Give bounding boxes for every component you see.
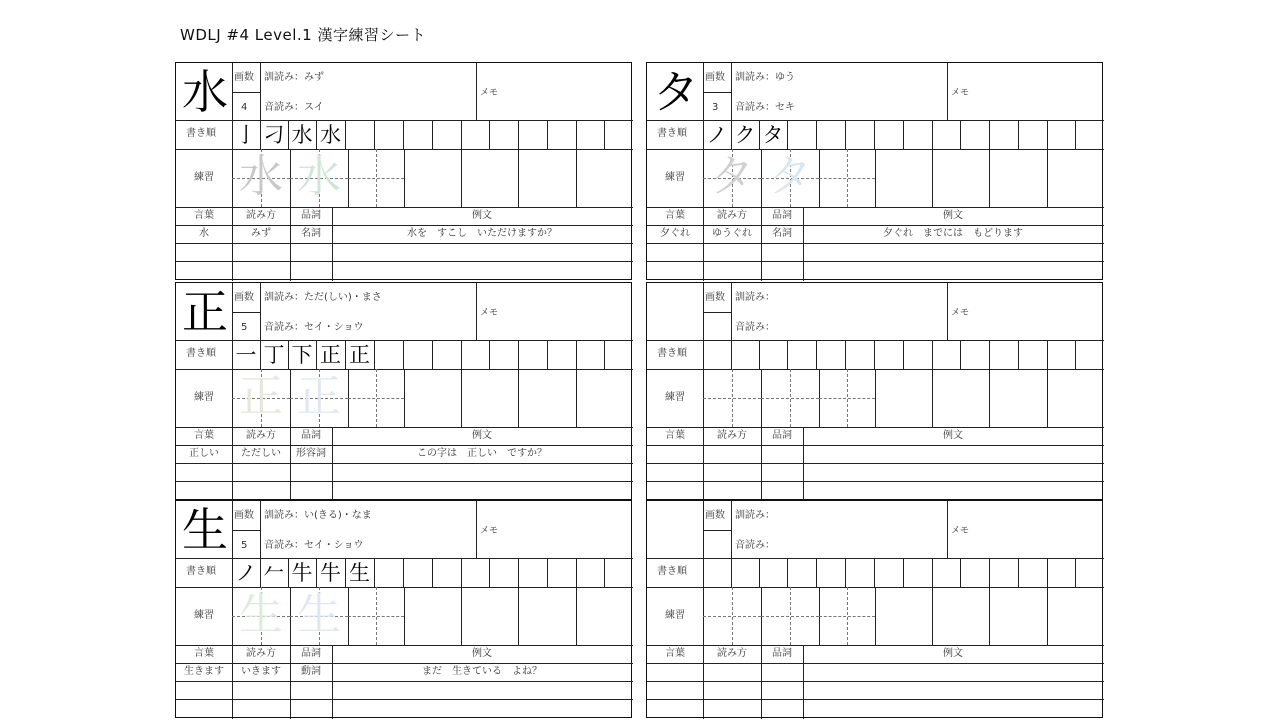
grid-line	[176, 681, 633, 682]
guide-line	[847, 369, 848, 427]
grid-line	[476, 63, 477, 121]
grid-line	[576, 587, 577, 645]
stroke-step: 水	[320, 123, 341, 147]
word-cell: 夕ぐれ	[660, 228, 690, 239]
grid-line	[576, 559, 577, 587]
on-reading: 音読み：	[735, 322, 775, 333]
grid-line	[176, 225, 633, 226]
trace-kanji: タ	[768, 151, 812, 202]
grid-line	[989, 121, 990, 149]
grid-line	[647, 663, 1104, 664]
grid-line	[461, 559, 462, 587]
word-cell: 生きます	[184, 666, 224, 677]
example-cell: まだ 生きている よね？	[422, 666, 542, 677]
grid-line	[518, 149, 519, 207]
grid-line	[787, 341, 788, 369]
reading-cell: ただしい	[241, 448, 281, 459]
strokes-label: 画数	[705, 510, 725, 521]
stroke-order-label: 書き順	[186, 128, 216, 139]
grid-line	[489, 559, 490, 587]
grid-line	[989, 149, 990, 207]
kanji-character: 正	[182, 285, 228, 339]
stroke-step: 亅	[235, 123, 257, 147]
grid-line	[176, 207, 633, 208]
grid-line	[576, 149, 577, 207]
trace-kanji: タ	[710, 151, 754, 202]
grid-line	[1047, 121, 1048, 149]
kun-reading: 訓読み：ゆう	[735, 72, 795, 83]
grid-line	[176, 120, 633, 121]
grid-line	[647, 481, 1104, 482]
grid-line	[874, 559, 875, 587]
grid-line	[576, 369, 577, 427]
kanji-card	[646, 500, 1103, 718]
grid-line	[874, 121, 875, 149]
practice-label: 練習	[665, 610, 685, 621]
stroke-step: 牛	[291, 561, 313, 585]
memo-label: メモ	[951, 308, 970, 318]
grid-line	[647, 261, 1104, 262]
grid-line	[1075, 341, 1076, 369]
grid-line	[1047, 149, 1048, 207]
pos-header: 品詞	[301, 648, 321, 659]
pos-cell: 名詞	[772, 228, 792, 239]
grid-line	[1018, 121, 1019, 149]
grid-line	[176, 558, 633, 559]
stroke-step: ノ	[235, 561, 257, 585]
trace-kanji: 正	[239, 371, 283, 422]
example-cell: この字は 正しい ですか？	[417, 448, 547, 459]
kanji-card	[646, 282, 1103, 500]
guide-line	[847, 149, 848, 207]
stroke-order-label: 書き順	[186, 348, 216, 359]
guide-line	[376, 369, 377, 427]
stroke-step: 牛	[320, 561, 341, 585]
kun-reading: 訓読み：い(きる)・なま	[264, 510, 372, 521]
practice-label: 練習	[665, 172, 685, 183]
grid-line	[647, 681, 1104, 682]
grid-line	[489, 341, 490, 369]
stroke-count: 3	[712, 102, 719, 113]
grid-line	[816, 341, 817, 369]
grid-line	[703, 559, 704, 587]
grid-line	[787, 121, 788, 149]
grid-line	[960, 121, 961, 149]
grid-line	[461, 121, 462, 149]
grid-line	[176, 663, 633, 664]
grid-line	[1047, 341, 1048, 369]
on-reading: 音読み：	[735, 540, 775, 551]
stroke-step: 正	[349, 343, 370, 367]
on-reading: 音読み：セイ・ショウ	[264, 322, 364, 333]
strokes-label: 画数	[234, 292, 254, 303]
grid-line	[703, 92, 731, 93]
example-cell: 夕ぐれ までには もどります	[883, 228, 1023, 239]
stroke-order-label: 書き順	[186, 566, 216, 577]
grid-line	[647, 445, 1104, 446]
word-header: 言葉	[665, 648, 685, 659]
grid-line	[647, 699, 1104, 700]
grid-line	[374, 559, 375, 587]
grid-line	[232, 92, 260, 93]
grid-line	[404, 587, 405, 645]
grid-line	[932, 559, 933, 587]
grid-line	[489, 121, 490, 149]
stroke-step: ノ	[706, 123, 728, 147]
grid-line	[647, 645, 1104, 646]
grid-line	[1075, 121, 1076, 149]
kanji-character: 水	[182, 65, 228, 119]
stroke-count: 4	[241, 102, 248, 113]
practice-label: 練習	[194, 172, 214, 183]
grid-line	[932, 121, 933, 149]
word-header: 言葉	[194, 648, 214, 659]
grid-line	[960, 341, 961, 369]
grid-line	[432, 341, 433, 369]
trace-kanji: 水	[297, 151, 341, 202]
pos-cell: 形容詞	[296, 448, 326, 459]
grid-line	[1047, 587, 1048, 645]
grid-line	[176, 340, 633, 341]
grid-line	[176, 481, 633, 482]
strokes-label: 画数	[705, 292, 725, 303]
grid-line	[604, 121, 605, 149]
stroke-order-label: 書き順	[657, 566, 687, 577]
reading-header: 読み方	[717, 648, 747, 659]
grid-line	[518, 341, 519, 369]
grid-line	[875, 369, 876, 427]
reading-header: 読み方	[717, 430, 747, 441]
grid-line	[989, 369, 990, 427]
grid-line	[1047, 369, 1048, 427]
grid-line	[845, 341, 846, 369]
grid-line	[461, 587, 462, 645]
trace-kanji: 生	[297, 589, 341, 640]
word-header: 言葉	[665, 430, 685, 441]
stroke-step: 下	[291, 343, 313, 367]
trace-kanji: 正	[297, 371, 341, 422]
example-header: 例文	[943, 430, 963, 441]
reading-header: 読み方	[246, 210, 276, 221]
stroke-step: 丁	[263, 343, 285, 367]
reading-cell: ゆうぐれ	[712, 228, 752, 239]
reading-header: 読み方	[246, 648, 276, 659]
grid-line	[647, 340, 1104, 341]
grid-line	[989, 341, 990, 369]
grid-line	[176, 645, 633, 646]
grid-line	[476, 283, 477, 341]
reading-cell: いきます	[241, 666, 281, 677]
grid-line	[518, 587, 519, 645]
grid-line	[260, 501, 261, 559]
grid-line	[903, 341, 904, 369]
strokes-label: 画数	[234, 510, 254, 521]
grid-line	[461, 369, 462, 427]
reading-cell: みず	[251, 228, 271, 239]
grid-line	[176, 243, 633, 244]
kanji-card	[175, 500, 632, 718]
grid-line	[518, 559, 519, 587]
kun-reading: 訓読み：	[735, 510, 775, 521]
guide-line	[790, 587, 791, 645]
grid-line	[932, 341, 933, 369]
grid-line	[759, 559, 760, 587]
grid-line	[260, 283, 261, 341]
stroke-order-label: 書き順	[657, 348, 687, 359]
grid-line	[903, 559, 904, 587]
stroke-count: 5	[241, 322, 248, 333]
word-header: 言葉	[665, 210, 685, 221]
example-header: 例文	[472, 648, 492, 659]
grid-line	[1018, 341, 1019, 369]
grid-line	[731, 63, 732, 121]
word-cell: 正しい	[189, 448, 219, 459]
grid-line	[404, 369, 405, 427]
grid-line	[176, 699, 633, 700]
grid-line	[875, 149, 876, 207]
kanji-character: タ	[653, 65, 699, 119]
grid-line	[345, 121, 346, 149]
grid-line	[232, 312, 260, 313]
grid-line	[432, 121, 433, 149]
strokes-label: 画数	[234, 72, 254, 83]
grid-line	[845, 559, 846, 587]
grid-line	[947, 63, 948, 121]
grid-line	[647, 120, 1104, 121]
practice-label: 練習	[194, 392, 214, 403]
grid-line	[1047, 559, 1048, 587]
grid-line	[518, 121, 519, 149]
example-header: 例文	[943, 210, 963, 221]
memo-label: メモ	[480, 308, 499, 318]
grid-line	[787, 559, 788, 587]
guide-line	[732, 369, 733, 427]
grid-line	[1075, 559, 1076, 587]
grid-line	[874, 341, 875, 369]
memo-label: メモ	[480, 526, 499, 536]
grid-line	[432, 559, 433, 587]
grid-line	[989, 559, 990, 587]
trace-kanji: 生	[239, 589, 283, 640]
kun-reading: 訓読み：ただ(しい)・まさ	[264, 292, 382, 303]
kanji-card	[646, 62, 1103, 280]
pos-cell: 動詞	[301, 666, 321, 677]
practice-label: 練習	[194, 610, 214, 621]
grid-line	[403, 559, 404, 587]
stroke-step: 水	[291, 123, 313, 147]
grid-line	[647, 427, 1104, 428]
guide-line	[376, 587, 377, 645]
word-header: 言葉	[194, 210, 214, 221]
grid-line	[731, 283, 732, 341]
on-reading: 音読み：セキ	[735, 102, 795, 113]
grid-line	[960, 559, 961, 587]
grid-line	[232, 530, 260, 531]
grid-line	[576, 121, 577, 149]
stroke-order-label: 書き順	[657, 128, 687, 139]
word-cell: 水	[199, 228, 209, 239]
stroke-step: 一	[235, 343, 257, 367]
kanji-card	[175, 282, 632, 500]
grid-line	[547, 341, 548, 369]
stroke-step: 𠂉	[263, 561, 285, 585]
example-header: 例文	[472, 210, 492, 221]
pos-header: 品詞	[772, 430, 792, 441]
grid-line	[374, 121, 375, 149]
grid-line	[647, 225, 1104, 226]
grid-line	[932, 149, 933, 207]
grid-line	[604, 341, 605, 369]
example-cell: 水を すこし いただけますか？	[407, 228, 557, 239]
on-reading: 音読み：スイ	[264, 102, 324, 113]
grid-line	[759, 341, 760, 369]
grid-line	[947, 501, 948, 559]
grid-line	[816, 559, 817, 587]
grid-line	[260, 63, 261, 121]
kanji-card	[175, 62, 632, 280]
grid-line	[176, 445, 633, 446]
grid-line	[647, 207, 1104, 208]
strokes-label: 画数	[705, 72, 725, 83]
grid-line	[403, 341, 404, 369]
stroke-step: タ	[762, 123, 784, 147]
grid-line	[731, 501, 732, 559]
grid-line	[403, 121, 404, 149]
grid-line	[461, 149, 462, 207]
grid-line	[176, 261, 633, 262]
grid-line	[547, 121, 548, 149]
grid-line	[703, 341, 704, 369]
practice-label: 練習	[665, 392, 685, 403]
pos-header: 品詞	[772, 210, 792, 221]
memo-label: メモ	[951, 88, 970, 98]
guide-line	[847, 587, 848, 645]
grid-line	[816, 121, 817, 149]
page-title: WDLJ #4 Level.1 漢字練習シート	[180, 26, 426, 44]
grid-line	[875, 587, 876, 645]
grid-line	[932, 587, 933, 645]
grid-line	[731, 559, 732, 587]
guide-line	[376, 149, 377, 207]
pos-header: 品詞	[772, 648, 792, 659]
on-reading: 音読み：セイ・ショウ	[264, 540, 364, 551]
example-header: 例文	[943, 648, 963, 659]
grid-line	[176, 427, 633, 428]
grid-line	[576, 341, 577, 369]
reading-header: 読み方	[246, 430, 276, 441]
guide-line	[790, 369, 791, 427]
guide-line	[732, 587, 733, 645]
grid-line	[604, 559, 605, 587]
grid-line	[476, 501, 477, 559]
stroke-step: 生	[349, 561, 370, 585]
stroke-step: 正	[320, 343, 341, 367]
grid-line	[989, 587, 990, 645]
grid-line	[647, 463, 1104, 464]
grid-line	[1018, 559, 1019, 587]
pos-header: 品詞	[301, 210, 321, 221]
grid-line	[547, 559, 548, 587]
pos-cell: 名詞	[301, 228, 321, 239]
grid-line	[461, 341, 462, 369]
grid-line	[845, 121, 846, 149]
reading-header: 読み方	[717, 210, 747, 221]
stroke-count: 5	[241, 540, 248, 551]
example-header: 例文	[472, 430, 492, 441]
memo-label: メモ	[951, 526, 970, 536]
grid-line	[703, 312, 731, 313]
grid-line	[404, 149, 405, 207]
grid-line	[903, 121, 904, 149]
grid-line	[703, 530, 731, 531]
pos-header: 品詞	[301, 430, 321, 441]
word-header: 言葉	[194, 430, 214, 441]
grid-line	[947, 283, 948, 341]
grid-line	[518, 369, 519, 427]
memo-label: メモ	[480, 88, 499, 98]
grid-line	[374, 341, 375, 369]
stroke-step: 刁	[263, 123, 285, 147]
trace-kanji: 水	[239, 151, 283, 202]
grid-line	[647, 243, 1104, 244]
kanji-character: 生	[182, 503, 228, 557]
kun-reading: 訓読み：	[735, 292, 775, 303]
kun-reading: 訓読み：みず	[264, 72, 324, 83]
grid-line	[731, 341, 732, 369]
grid-line	[932, 369, 933, 427]
stroke-step: ク	[734, 123, 756, 147]
grid-line	[176, 463, 633, 464]
grid-line	[647, 558, 1104, 559]
